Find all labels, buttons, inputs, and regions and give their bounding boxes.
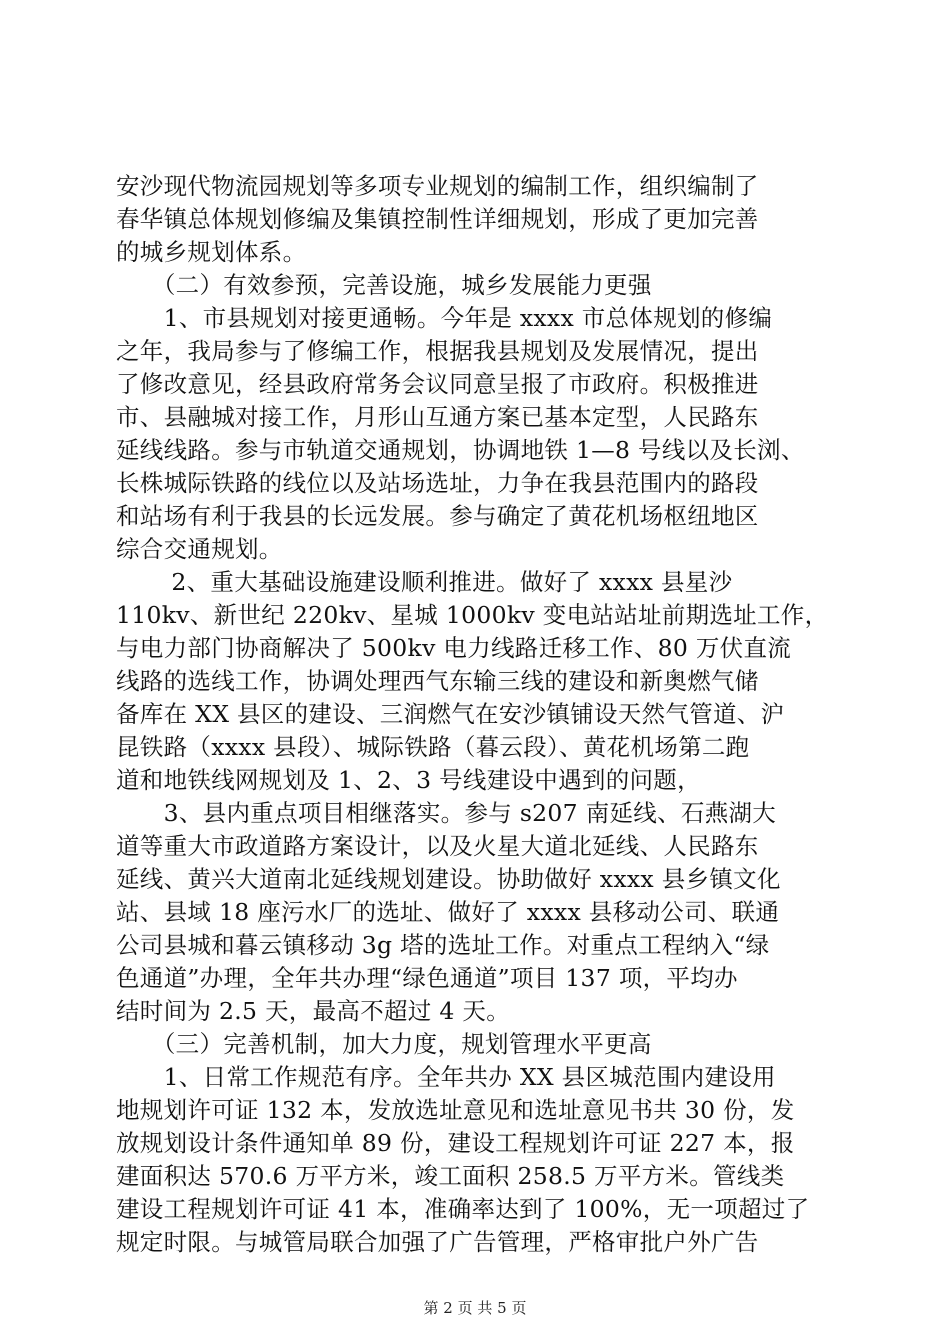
text-line: 2、重大基础设施建设顺利推进。做好了 xxxx 县星沙: [116, 568, 733, 596]
text-line: 备库在 XX 县区的建设、三润燃气在安沙镇铺设天然气管道、沪: [116, 700, 785, 728]
text-line: 与电力部门协商解决了 500kv 电力线路迁移工作、80 万伏直流: [116, 634, 792, 662]
text-line: 市、县融城对接工作，月形山互通方案已基本定型，人民路东: [116, 403, 759, 431]
text-line: 建设工程规划许可证 41 本，准确率达到了 100%，无一项超过了: [116, 1195, 810, 1223]
text-line: 1、市县规划对接更通畅。今年是 xxxx 市总体规划的修编: [116, 304, 773, 332]
text-line: 道和地铁线网规划及 1、2、3 号线建设中遇到的问题，: [116, 766, 701, 794]
text-line: 了修改意见，经县政府常务会议同意呈报了市政府。积极推进: [116, 370, 759, 398]
text-line: 规定时限。与城管局联合加强了广告管理，严格审批户外广告: [116, 1228, 759, 1256]
text-line: 110kv、新世纪 220kv、星城 1000kv 变电站站址前期选址工作，: [116, 601, 829, 629]
text-line: 长株城际铁路的线位以及站场选址，力争在我县范围内的路段: [116, 469, 759, 497]
text-line: 1、日常工作规范有序。全年共办 XX 县区城范围内建设用: [116, 1063, 776, 1091]
text-line: 色通道”办理，全年共办理“绿色通道”项目 137 项，平均办: [116, 964, 738, 992]
text-line: 和站场有利于我县的长远发展。参与确定了黄花机场枢纽地区: [116, 502, 759, 530]
text-line: 安沙现代物流园规划等多项专业规划的编制工作，组织编制了: [116, 172, 759, 200]
text-line: 延线、黄兴大道南北延线规划建设。协助做好 xxxx 县乡镇文化: [116, 865, 781, 893]
text-line: 道等重大市政道路方案设计，以及火星大道北延线、人民路东: [116, 832, 759, 860]
text-line: 之年，我局参与了修编工作，根据我县规划及发展情况，提出: [116, 337, 759, 365]
document-body: [116, 170, 838, 1259]
text-line: 站、县域 18 座污水厂的选址、做好了 xxxx 县移动公司、联通: [116, 898, 780, 926]
text-line: 地规划许可证 132 本，发放选址意见和选址意见书共 30 份，发: [116, 1096, 795, 1124]
text-line: 公司县城和暮云镇移动 3g 塔的选址工作。对重点工程纳入“绿: [116, 931, 770, 959]
text-line: 昆铁路（xxxx 县段）、城际铁路（暮云段）、黄花机场第二跑: [116, 733, 750, 761]
text-line: 综合交通规划。: [116, 535, 283, 563]
page-number-footer: 第 2 页 共 5 页: [423, 1299, 527, 1317]
text-line: 春华镇总体规划修编及集镇控制性详细规划，形成了更加完善: [116, 205, 759, 233]
text-line: 结时间为 2.5 天，最高不超过 4 天。: [116, 997, 511, 1025]
text-line: 放规划设计条件通知单 89 份，建设工程规划许可证 227 本，报: [116, 1129, 795, 1157]
text-line: （二）有效参预，完善设施，城乡发展能力更强: [116, 271, 652, 299]
text-line: 3、县内重点项目相继落实。参与 s207 南延线、石燕湖大: [116, 799, 777, 827]
text-line: （三）完善机制，加大力度，规划管理水平更高: [116, 1030, 652, 1058]
text-line: 建面积达 570.6 万平方米，竣工面积 258.5 万平方米。管线类: [116, 1162, 785, 1190]
text-line: 线路的选线工作，协调处理西气东输三线的建设和新奥燃气储: [116, 667, 759, 695]
text-line: 的城乡规划体系。: [116, 238, 307, 266]
text-line: 延线线路。参与市轨道交通规划，协调地铁 1—8 号线以及长浏、: [116, 436, 805, 464]
